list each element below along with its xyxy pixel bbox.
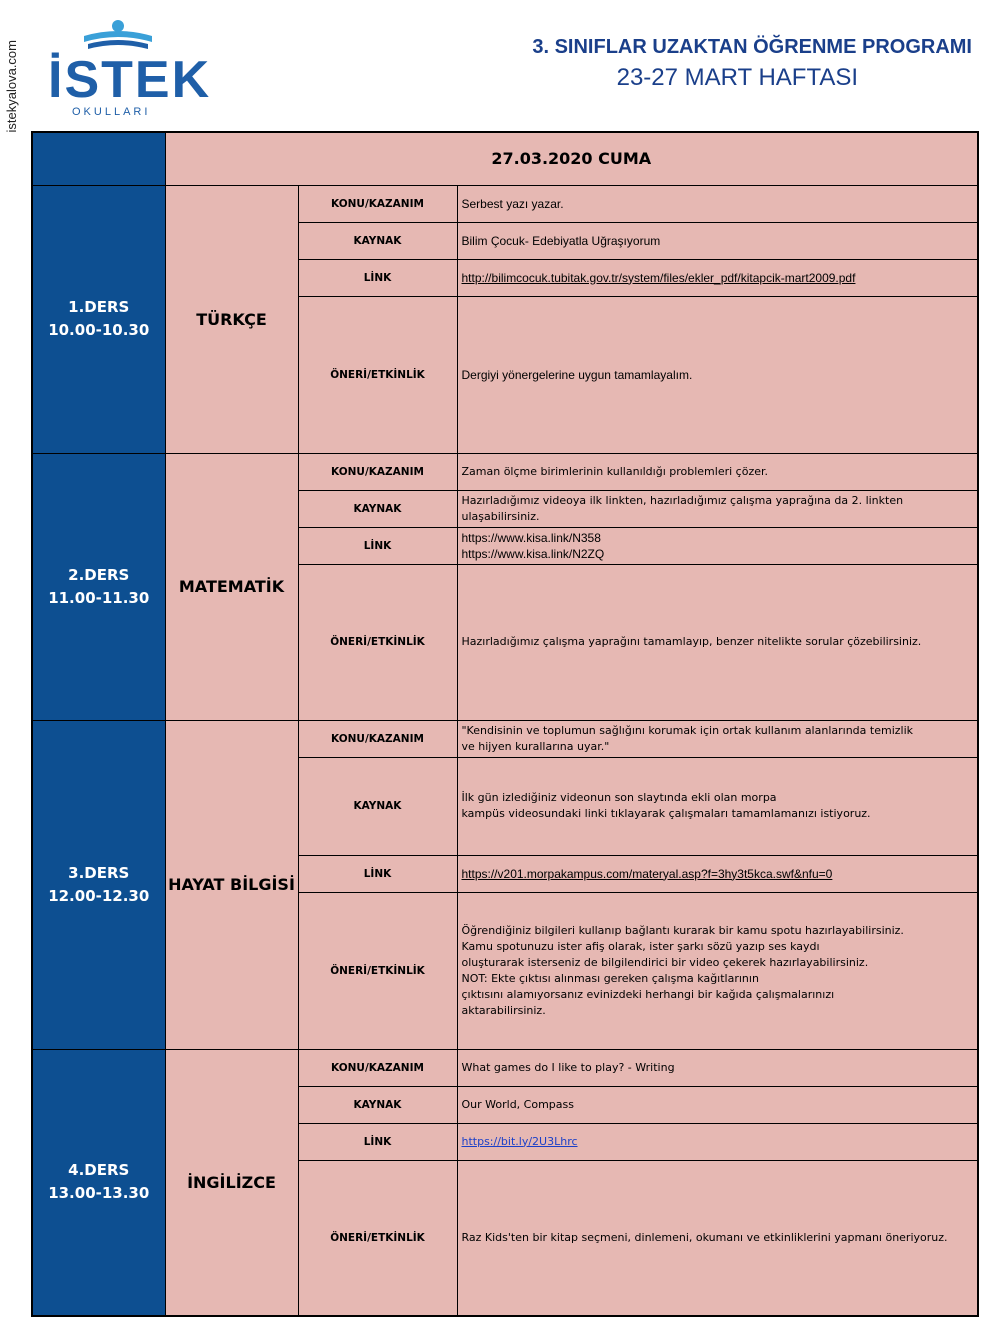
label-activity: ÖNERİ/ETKİNLİK [298,564,457,720]
source-value: Hazırladığımız videoya ilk linkten, hazırladığımız çalışma yaprağına da 2. linkten ulaşabilirsiniz. [457,490,978,527]
subject-cell: MATEMATİK [165,453,298,720]
label-topic: KONU/KAZANIM [298,1049,457,1086]
logo-text: İSTEK [48,51,212,109]
label-activity: ÖNERİ/ETKİNLİK [298,1160,457,1316]
activity-value: Dergiyi yönergelerine uygun tamamlayalım. [457,296,978,453]
label-activity: ÖNERİ/ETKİNLİK [298,296,457,453]
subject-cell: TÜRKÇE [165,185,298,453]
topic-value: Zaman ölçme birimlerinin kullanıldığı problemleri çözer. [457,453,978,490]
link-line[interactable]: https://www.kisa.link/N2ZQ [461,546,605,561]
week-title: 23-27 MART HAFTASI [616,64,858,91]
source-value: İlk gün izlediğiniz videonun son slaytında ekli olan morpa kampüs videosundaki linki tıklayarak çalışmaları tamamlamanızı istiyoruz. [457,757,978,855]
label-topic: KONU/KAZANIM [298,185,457,222]
label-link: LİNK [298,1123,457,1160]
activity-value: Raz Kids'ten bir kitap seçmeni, dinlemeni, okumanı ve etkinliklerini yapmanı öneriyoruz. [457,1160,978,1316]
period-cell: 4.DERS 13.00-13.30 [32,1049,165,1316]
activity-value: Öğrendiğiniz bilgileri kullanıp bağlantı kurarak bir kamu spotu hazırlayabilirsiniz. Kamu spotunuzu ister afiş olarak, ister şarkı sözü yazıp ses kaydı oluşturarak isterseniz de bilgilendirici bir video çekerek hazırlayabilirsiniz. NOT: Ekte çıktısı alınması gereken çalışma kağıtlarının çıktısını alamıyorsanız evinizdeki herhangi bir kağıda çalışmalarınızı aktarabilirsiniz. [457,892,978,1049]
link-value[interactable] [457,527,978,564]
label-topic: KONU/KAZANIM [298,720,457,757]
side-website: istekyalova.com [4,40,19,133]
label-source: KAYNAK [298,1086,457,1123]
label-link: LİNK [298,855,457,892]
topic-value: Serbest yazı yazar. [457,185,978,222]
date-header: 27.03.2020 CUMA [165,132,978,185]
link-value[interactable]: https://bit.ly/2U3Lhrc [457,1123,978,1160]
link-value[interactable]: https://v201.morpakampus.com/materyal.asp?f=3hy3t5kca.swf&nfu=0 [457,855,978,892]
source-value: Our World, Compass [457,1086,978,1123]
period-cell: 3.DERS 12.00-12.30 [32,720,165,1049]
label-source: KAYNAK [298,222,457,259]
label-link: LİNK [298,259,457,296]
program-title: 3. SINIFLAR UZAKTAN ÖĞRENME PROGRAMI [532,36,972,58]
topic-value: What games do I like to play? - Writing [457,1049,978,1086]
label-activity: ÖNERİ/ETKİNLİK [298,892,457,1049]
source-value: Bilim Çocuk- Edebiyatla Uğraşıyorum [457,222,978,259]
link-value[interactable]: http://bilimcocuk.tubitak.gov.tr/system/files/ekler_pdf/kitapcik-mart2009.pdf [457,259,978,296]
school-logo [48,18,212,118]
topic-value: "Kendisinin ve toplumun sağlığını korumak için ortak kullanım alanlarında temizlik ve hijyen kurallarına uyar." [457,720,978,757]
label-source: KAYNAK [298,490,457,527]
label-topic: KONU/KAZANIM [298,453,457,490]
activity-value: Hazırladığımız çalışma yaprağını tamamlayıp, benzer nitelikte sorular çözebilirsiniz. [457,564,978,720]
corner-cell [32,132,165,185]
link-line[interactable]: https://www.kisa.link/N358 [461,530,601,545]
label-link: LİNK [298,527,457,564]
logo-subtitle: OKULLARI [72,106,151,118]
schedule-table [31,131,979,1317]
subject-cell: İNGİLİZCE [165,1049,298,1316]
label-source: KAYNAK [298,757,457,855]
period-cell: 1.DERS 10.00-10.30 [32,185,165,453]
period-cell: 2.DERS 11.00-11.30 [32,453,165,720]
subject-cell: HAYAT BİLGİSİ [165,720,298,1049]
